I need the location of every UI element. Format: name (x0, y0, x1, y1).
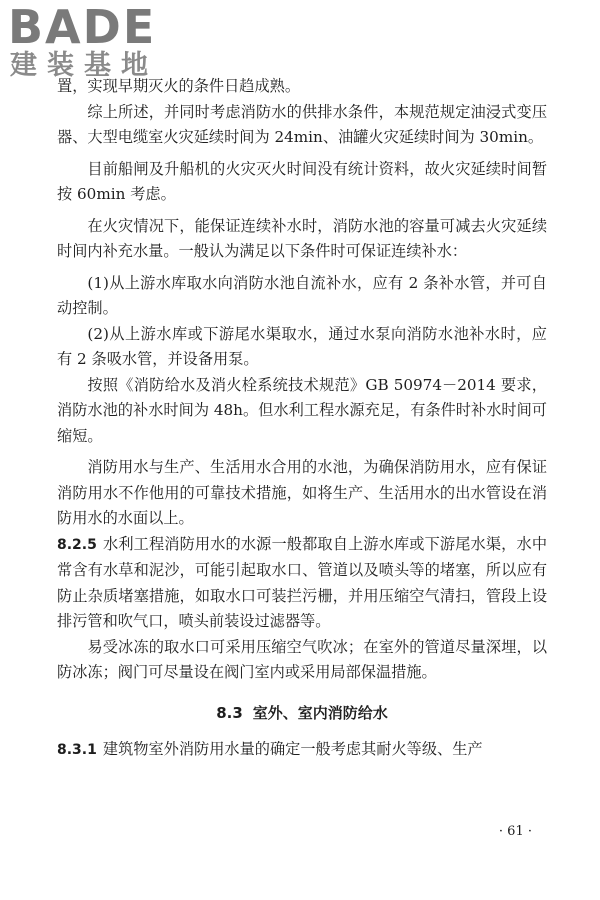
paragraph-6: (2)从上游水库或下游尾水渠取水，通过水泵向消防水池补水时，应有 2 条吸水管，并设备用泵。 (57, 324, 547, 368)
clause-8-3-1: 8.3.1 建筑物室外消防用水量的确定一般考虑其耐火等级、生产 (57, 739, 483, 758)
paragraph-7: 按照《消防给水及消火栓系统技术规范》GB 50974－2014 要求，消防水池的补水时间为 48h。但水利工程水源充足，有条件时补水时间可缩短。 (57, 375, 547, 445)
paragraph-8: 消防用水与生产、生活用水合用的水池，为确保消防用水，应有保证消防用水不作他用的可靠技术措施，如将生产、生活用水的出水管设在消防用水的水面以上。 (57, 458, 547, 527)
paragraph-3: 目前船闸及升船机的火灾灭火时间没有统计资料，故火灾延续时间暂按 60min 考虑。 (57, 159, 547, 203)
page-number: · 61 · (498, 824, 532, 839)
watermark-latin-text: BADE (8, 0, 157, 54)
paragraph-10: 易受冰冻的取水口可采用压缩空气吹冰；在室外的管道尽量深埋，以防冰冻；阀门可尽量设在阀门室内或采用局部保温措施。 (57, 637, 547, 681)
page-body (57, 74, 547, 763)
clause-number: 8.2.5 (57, 536, 97, 553)
clause-8-2-5: 8.2.5 水利工程消防用水的水源一般都取自上游水库或下游尾水渠，水中常含有水草和泥沙，可能引起取水口、管道以及喷头等的堵塞，所以应有防止杂质堵塞措施，如取水口可装拦污栅，并用压缩空气清扫，管段上设排污管和吹气口，喷头前装设过滤器等。 (57, 534, 547, 630)
clause-number: 8.3.1 (57, 741, 97, 758)
paragraph-2: 综上所述，并同时考虑消防水的供排水条件，本规范规定油浸式变压器、大型电缆室火灾延续时间为 24min、油罐火灾延续时间为 30min。 (57, 102, 547, 146)
section-number: 8.3 (216, 703, 243, 722)
watermark-chinese-text: 建装基地 (10, 50, 158, 81)
section-title: 室外、室内消防给水 (252, 703, 388, 722)
watermark-logo (8, 0, 183, 84)
paragraph-1: 置，实现早期灭火的条件日趋成熟。 (57, 77, 300, 95)
paragraph-4: 在火灾情况下，能保证连续补水时，消防水池的容量可减去火灾延续时间内补充水量。一般认为满足以下条件时可保证连续补水： (57, 216, 547, 260)
section-heading (57, 702, 547, 723)
paragraph-5: (1)从上游水库取水向消防水池自流补水，应有 2 条补水管，并可自动控制。 (57, 273, 547, 317)
